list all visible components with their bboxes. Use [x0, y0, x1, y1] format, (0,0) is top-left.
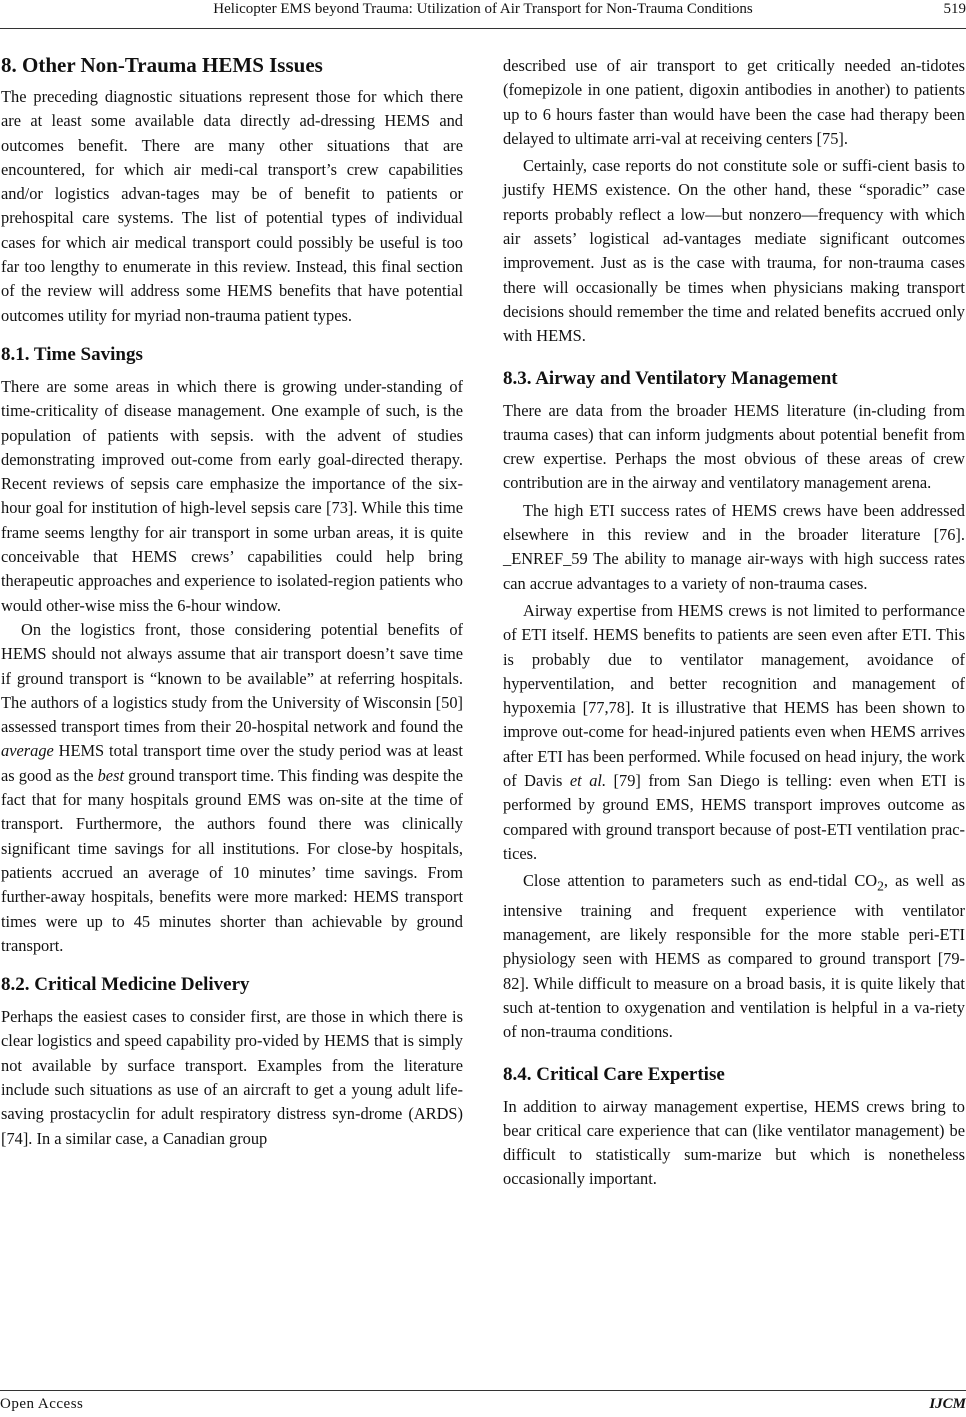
emphasis-best: best: [98, 766, 124, 785]
section-8-1-paragraph-2: On the logistics front, those considering potential benefits of HEMS should not always assume that air transport doesn’t save time if ground transport is “known to be available” at referring hospitals. The authors of a logistics study from the University of Wisconsin [50] assessed transport times from their 20-hospital network and found the average HEMS total transport time over the study period was at least as good as the best ground transport time. This finding was despite the fact that for many hospitals ground EMS was on-site at the time of transport. Furthermore, the authors found there was clinically significant time savings for all institutions. For close-by hospitals, patients accrued an average of 10 minutes’ time savings. From further-away hospitals, benefits were more marked: HEMS transport times were up to 45 minutes shorter than achievable by ground transport.: [1, 618, 463, 958]
emphasis-average: average: [1, 741, 54, 760]
section-8-4-heading: 8.4. Critical Care Expertise: [503, 1063, 965, 1087]
left-column: [1, 52, 463, 1151]
right-column: [503, 54, 965, 1192]
section-8-3-paragraph-2: The high ETI success rates of HEMS crews have been addressed elsewhere in this review and in the broader literature [76]. _ENREF_59 The ability to manage air-ways with high success rates can accrue advantages to a variety of non-trauma cases.: [503, 499, 965, 596]
journal-abbreviation: IJCM: [929, 1396, 966, 1413]
section-8-paragraph: The preceding diagnostic situations represent those for which there are at least some available data directly ad-dressing HEMS and outcomes benefit. There are many other situations that are encountered, for which air medi-cal transport’s crew capabilities and/or logistics advan-tages may be of benefit to patients or prehospital care systems. The list of potential types of individual cases for which air medical transport could possibly be useful is too far too lengthy to enumerate in this review. Instead, this final section of the review will address some HEMS benefits that have potential outcomes utility for myriad non-trauma patient types.: [1, 85, 463, 328]
section-8-3-paragraph-4: Close attention to parameters such as end-tidal $CO_2$, as well as intensive training and frequent experience with ventilator management, are likely responsible for the more stable peri-ETI physiology seen with HEMS as compared to ground transport [79-82]. While difficult to measure on a broad basis, it is quite likely that such at-tention to oxygenation and ventilation is helpful in a va-riety of non-trauma conditions.: [503, 869, 965, 1044]
section-8-3-heading: 8.3. Airway and Ventilatory Management: [503, 367, 965, 391]
section-8-1-heading: 8.1. Time Savings: [1, 343, 463, 367]
section-8-2-paragraph-2: Certainly, case reports do not constitute sole or suffi-cient basis to justify HEMS existence. On the other hand, these “sporadic” case reports probably reflect a low—but nonzero—frequency with which air assets’ logistical ad-vantages mediate significant outcomes improvement. Just as is the case with trauma, for non-trauma cases there will occasionally be times when physicians making transport decisions should remember the time and related benefits accrued only with HEMS.: [503, 154, 965, 348]
running-header: [0, 0, 966, 29]
section-8-heading: 8. Other Non-Trauma HEMS Issues: [1, 52, 463, 78]
page-footer: [0, 1390, 966, 1417]
running-title: Helicopter EMS beyond Trauma: Utilization of Air Transport for Non-Trauma Conditions: [0, 1, 966, 18]
open-access-label: Open Access: [0, 1396, 83, 1413]
emphasis-et-al: et al.: [570, 771, 606, 790]
section-8-1-paragraph-1: There are some areas in which there is growing under-standing of time-criticality of disease management. One example of such, is the population of patients with sepsis. with the advent of studies demonstrating improved out-come from early goal-directed therapy. Recent reviews of sepsis care emphasize the importance of the six-hour goal for institution of high-level sepsis care [73]. While this time frame seems lengthy for air transport in some urban areas, it is quite conceivable that HEMS crews’ capabilities could help bring therapeutic approaches and experience to isolated-region patients who would other-wise miss the 6-hour window.: [1, 375, 463, 618]
section-8-2-continuation: described use of air transport to get critically needed an-tidotes (fomepizole in one patient, digoxin antibodies in another) to patients up to 6 hours faster than would have been the case had therapy been delayed to ultimate arri-val at receiving centers [75].: [503, 54, 965, 151]
section-8-3-paragraph-3: Airway expertise from HEMS crews is not limited to performance of ETI itself. HEMS benefits to patients are seen even after ETI. This is probably due to ventilator management, avoidance of hyperventilation, and better recognition and management of hypoxemia [77,78]. It is illustrative that HEMS has been shown to improve out-come for head-injured patients even when HEMS arrives after ETI has been performed. While focused on head injury, the work of Davis et al. [79] from San Diego is telling: even when ETI is performed by ground EMS, HEMS transport improves outcome as compared with ground transport because of post-ETI ventilation prac-tices.: [503, 599, 965, 866]
section-8-3-paragraph-1: There are data from the broader HEMS literature (in-cluding from trauma cases) that can inform judgments about potential benefit from crew expertise. Perhaps the most obvious of these areas of crew contribution are in the airway and ventilatory management arena.: [503, 399, 965, 496]
section-8-2-paragraph-1: Perhaps the easiest cases to consider first, are those in which there is clear logistics and speed capability pro-vided by HEMS that is simply not available by surface transport. Examples from the literature include such situations as use of an aircraft to get a young adult life-saving prostacyclin for adult respiratory distress syn-drome (ARDS) [74]. In a similar case, a Canadian group: [1, 1005, 463, 1151]
co2-subscript: 2: [877, 878, 884, 893]
page-number: 519: [944, 1, 966, 18]
section-8-2-heading: 8.2. Critical Medicine Delivery: [1, 973, 463, 997]
section-8-4-paragraph-1: In addition to airway management expertise, HEMS crews bring to bear critical care experience that can (like ventilator management) be difficult to statistically sum-marize but which is nonetheless occasionally important.: [503, 1095, 965, 1192]
